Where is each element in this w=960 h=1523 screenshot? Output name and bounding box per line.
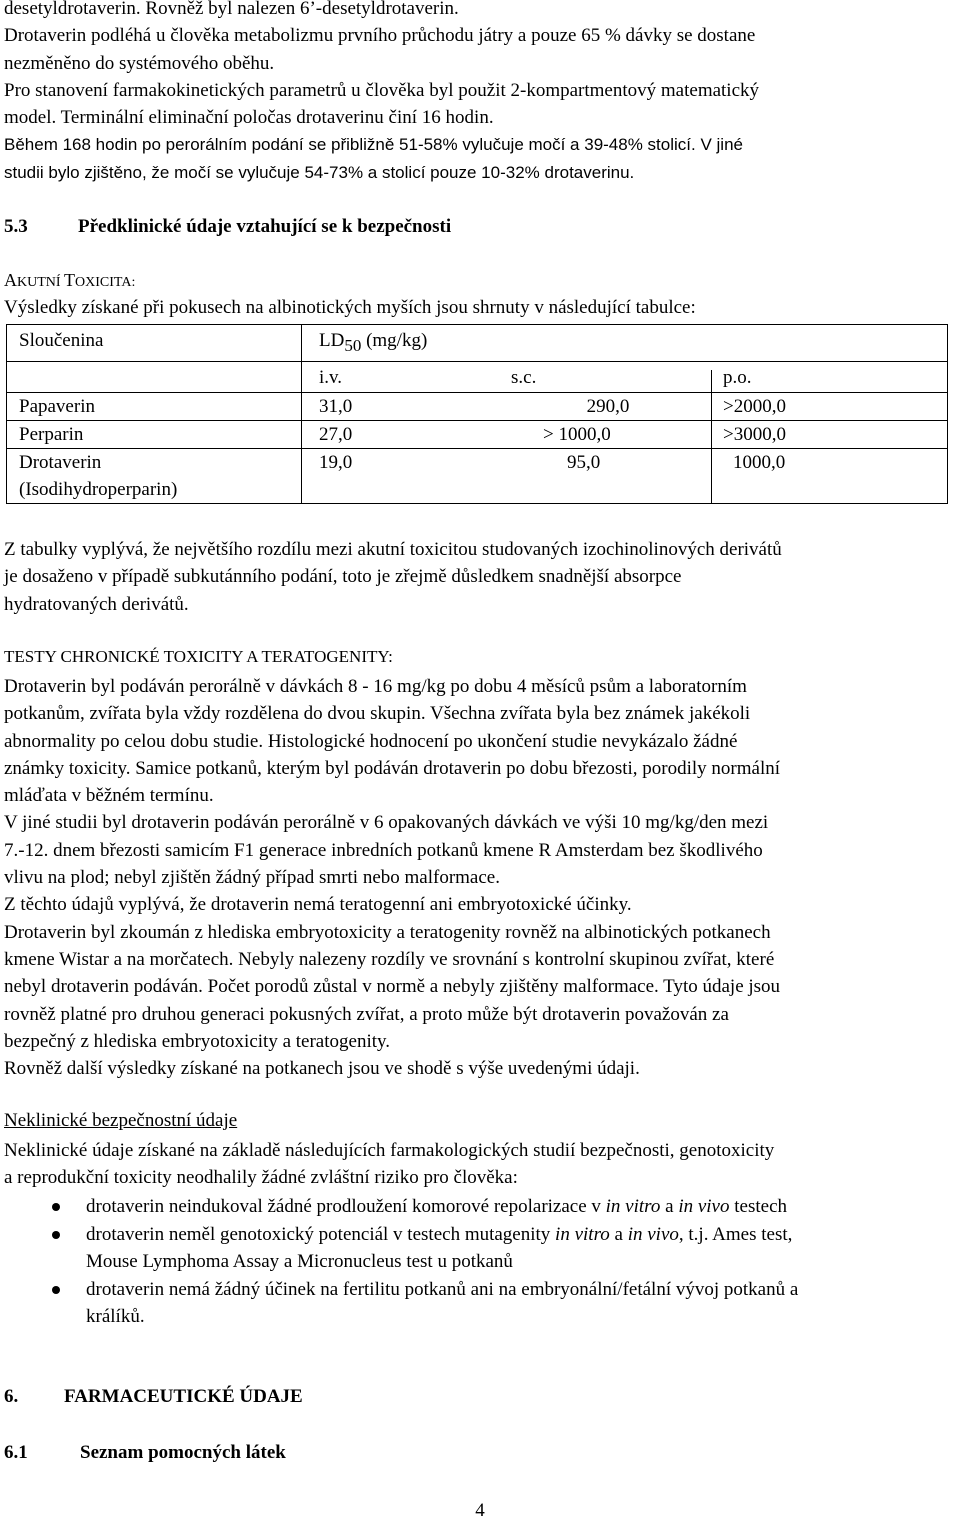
row-rule (7, 448, 947, 449)
value-sc: 95,0 (567, 452, 601, 473)
text-line: mláďata v běžném termínu. (4, 785, 214, 807)
section-number: 6.1 (4, 1442, 28, 1463)
text-line: je dosaženo v případě subkutánního podání, toto je zřejmě důsledkem snadnější absorpce (4, 566, 682, 588)
heading-cap: T (64, 270, 76, 290)
text-line: a reprodukční toxicity neodhalily žádné zvláštní riziko pro člověka: (4, 1167, 518, 1189)
compound-name-alt: (Isodihydroperparin) (19, 479, 178, 500)
ld-subscript: 50 (344, 336, 362, 355)
text-line: nezměněno do systémového oběhu. (4, 52, 275, 74)
section-number: 5.3 (4, 216, 28, 237)
text-line: rovněž platné pro druhou generaci pokusných zvířat, a proto může být drotaverin považován za (4, 1003, 729, 1025)
text-line: Během 168 hodin po perorálním podání se přibližně 51-58% vylučuje močí a 39-48% stolicí. V jiné (4, 135, 743, 155)
table-intro: Výsledky získané při pokusech na albinotických myších jsou shrnuty v následující tabulce: (4, 297, 696, 318)
table-divider (301, 325, 302, 503)
value-iv: 27,0 (319, 424, 353, 445)
text-line: Neklinické údaje získané na základě následujících farmakologických studií bezpečnosti, genotoxicity (4, 1140, 775, 1161)
text-line: studii bylo zjištěno, že močí se vylučuje 54-73% a stolicí pouze 10-32% drotaverinu. (4, 162, 635, 182)
value-iv: 19,0 (319, 452, 353, 473)
text-line: V jiné studii byl drotaverin podáván perorálně v 6 opakovaných dávkách ve výši 10 mg/kg/den mezi (4, 812, 769, 834)
value-po: >3000,0 (723, 424, 786, 445)
text-line: Drotaverin podléhá u člověka metabolizmu prvního průchodu játry a pouze 65 % dávky se dostane (4, 25, 756, 47)
ld50-table (6, 324, 948, 504)
section-heading-5-3 (4, 216, 956, 238)
bullet-text: králíků. (86, 1306, 145, 1327)
list-item (4, 1193, 956, 1221)
value-po: 1000,0 (733, 452, 786, 473)
text-line: Rovněž další výsledky získané na potkanech jsou ve shodě s výše uvedenými údaji. (4, 1058, 640, 1080)
bullet-text: , t.j. Ames test, (678, 1223, 793, 1245)
text-line: 7.-12. dnem březosti samicím F1 generace inbredních potkanů kmene R Amsterdam bez škodlivého (4, 839, 763, 861)
table-summary-paragraph (4, 536, 956, 618)
text-line: Drotaverin byl podáván perorálně v dávkách 8 - 16 mg/kg po dobu 4 měsíců psům a laboratorním (4, 676, 747, 697)
chronic-heading-text: TESTY CHRONICKÉ TOXICITY A TERATOGENITY: (4, 647, 393, 666)
text-line: bezpečný z hlediska embryotoxicity a teratogenity. (4, 1030, 391, 1052)
route-po: p.o. (723, 367, 752, 388)
value-iv: 31,0 (319, 396, 353, 417)
section-heading-6 (4, 1386, 956, 1408)
bullet-text: drotaverin neindukoval žádné prodloužení komorové repolarizace v (86, 1196, 606, 1217)
nonclinical-paragraph (4, 1137, 956, 1192)
list-item (4, 1276, 956, 1331)
text-line: potkanům, zvířata byla vždy rozdělena do dvou skupin. Všechna zvířata byla bez známek jakékoli (4, 703, 751, 725)
text-line: Drotaverin byl zkoumán z hlediska embryotoxicity a teratogenity rovněž na albinotických potkanech (4, 921, 771, 943)
nonclinical-bullet-list (4, 1193, 956, 1331)
bullet-text: a (609, 1223, 628, 1245)
text-line: hydratovaných derivátů. (4, 593, 189, 615)
text-line: abnormality po celou dobu studie. Histologické hodnocení po ukončení studie nevykázalo žádné (4, 730, 738, 752)
text-line: model. Terminální eliminační poločas drotaverinu činí 16 hodin. (4, 107, 494, 129)
compound-name: Papaverin (19, 396, 95, 417)
text-line: vlivu na plod; nebyl zjištěn žádný případ smrti nebo malformace. (4, 867, 500, 889)
italic-term: in vitro (555, 1223, 610, 1245)
nonclinical-heading: Neklinické bezpečnostní údaje (4, 1110, 238, 1131)
heading-cap: A (4, 270, 17, 290)
bullet-icon (52, 1203, 60, 1211)
text-line: Z těchto údajů vyplývá, že drotaverin nemá teratogenní ani embryotoxické účinky. (4, 894, 632, 916)
pharmacokinetics-paragraph (4, 0, 956, 186)
bullet-text: drotaverin neměl genotoxický potenciál v testech mutagenity (86, 1223, 556, 1245)
text-line: Z tabulky vyplývá, že největšího rozdílu mezi akutní toxicitou studovaných izochinolinových derivátů (4, 539, 782, 560)
route-iv: i.v. (319, 367, 343, 388)
row-rule (7, 420, 947, 421)
ld-unit: (mg/kg) (366, 330, 428, 351)
italic-term: in vitro (605, 1196, 661, 1217)
page-number: 4 (475, 1500, 485, 1521)
heading-rest: KUTNÍ (17, 275, 65, 290)
bullet-text: drotaverin nemá žádný účinek na fertilitu potkanů ani na embryonální/fetální vývoj potkanů a (86, 1278, 799, 1300)
heading-rest: OXICITA: (75, 275, 136, 290)
ld-prefix: LD (319, 330, 345, 351)
italic-term: in vivo (678, 1196, 730, 1217)
ld50-header (319, 327, 427, 359)
table-header-rule (7, 361, 947, 362)
route-sc: s.c. (511, 367, 537, 388)
row-rule (7, 392, 947, 393)
section-title: Seznam pomocných látek (80, 1442, 286, 1463)
value-po: >2000,0 (723, 396, 786, 417)
compound-header: Sloučenina (19, 330, 104, 351)
section-title: Předklinické údaje vztahující se k bezpečnosti (78, 216, 452, 237)
bullet-text: Mouse Lymphoma Assay a Micronucleus test u potkanů (86, 1251, 513, 1272)
text-line: kmene Wistar a na morčatech. Nebyly nalezeny rozdíly ve srovnání s kontrolní skupinou zvířat, které (4, 948, 775, 970)
list-item (4, 1221, 956, 1276)
bullet-icon (52, 1286, 60, 1294)
section-heading-6-1 (4, 1442, 956, 1464)
text-line: Pro stanovení farmakokinetických parametrů u člověka byl použit 2-kompartmentový matematický (4, 79, 760, 101)
bullet-text: a (660, 1196, 679, 1217)
text-line: známky toxicity. Samice potkanů, kterým byl podáván drotaverin po dobu březosti, porodily normální (4, 757, 781, 779)
text-line: nebyl drotaverin podáván. Počet porodů zůstal v normě a nebyly zjištěny malformace. Tyto údaje jsou (4, 976, 781, 998)
compound-name: Drotaverin (19, 452, 102, 473)
value-sc: > 1000,0 (543, 424, 611, 445)
chronic-toxicity-paragraph (4, 673, 956, 1082)
section-title: FARMACEUTICKÉ ÚDAJE (64, 1386, 303, 1407)
table-divider (711, 370, 712, 503)
compound-name: Perparin (19, 424, 84, 445)
value-sc: 290,0 (586, 396, 630, 417)
acute-toxicity-heading (4, 270, 956, 292)
chronic-toxicity-heading (4, 646, 956, 668)
bullet-icon (52, 1231, 60, 1239)
text-line: desetyldrotaverin. Rovněž byl nalezen 6’-desetyldrotaverin. (4, 0, 459, 19)
section-number: 6. (4, 1386, 19, 1407)
bullet-text: testech (729, 1196, 788, 1217)
italic-term: in vivo (627, 1223, 679, 1245)
